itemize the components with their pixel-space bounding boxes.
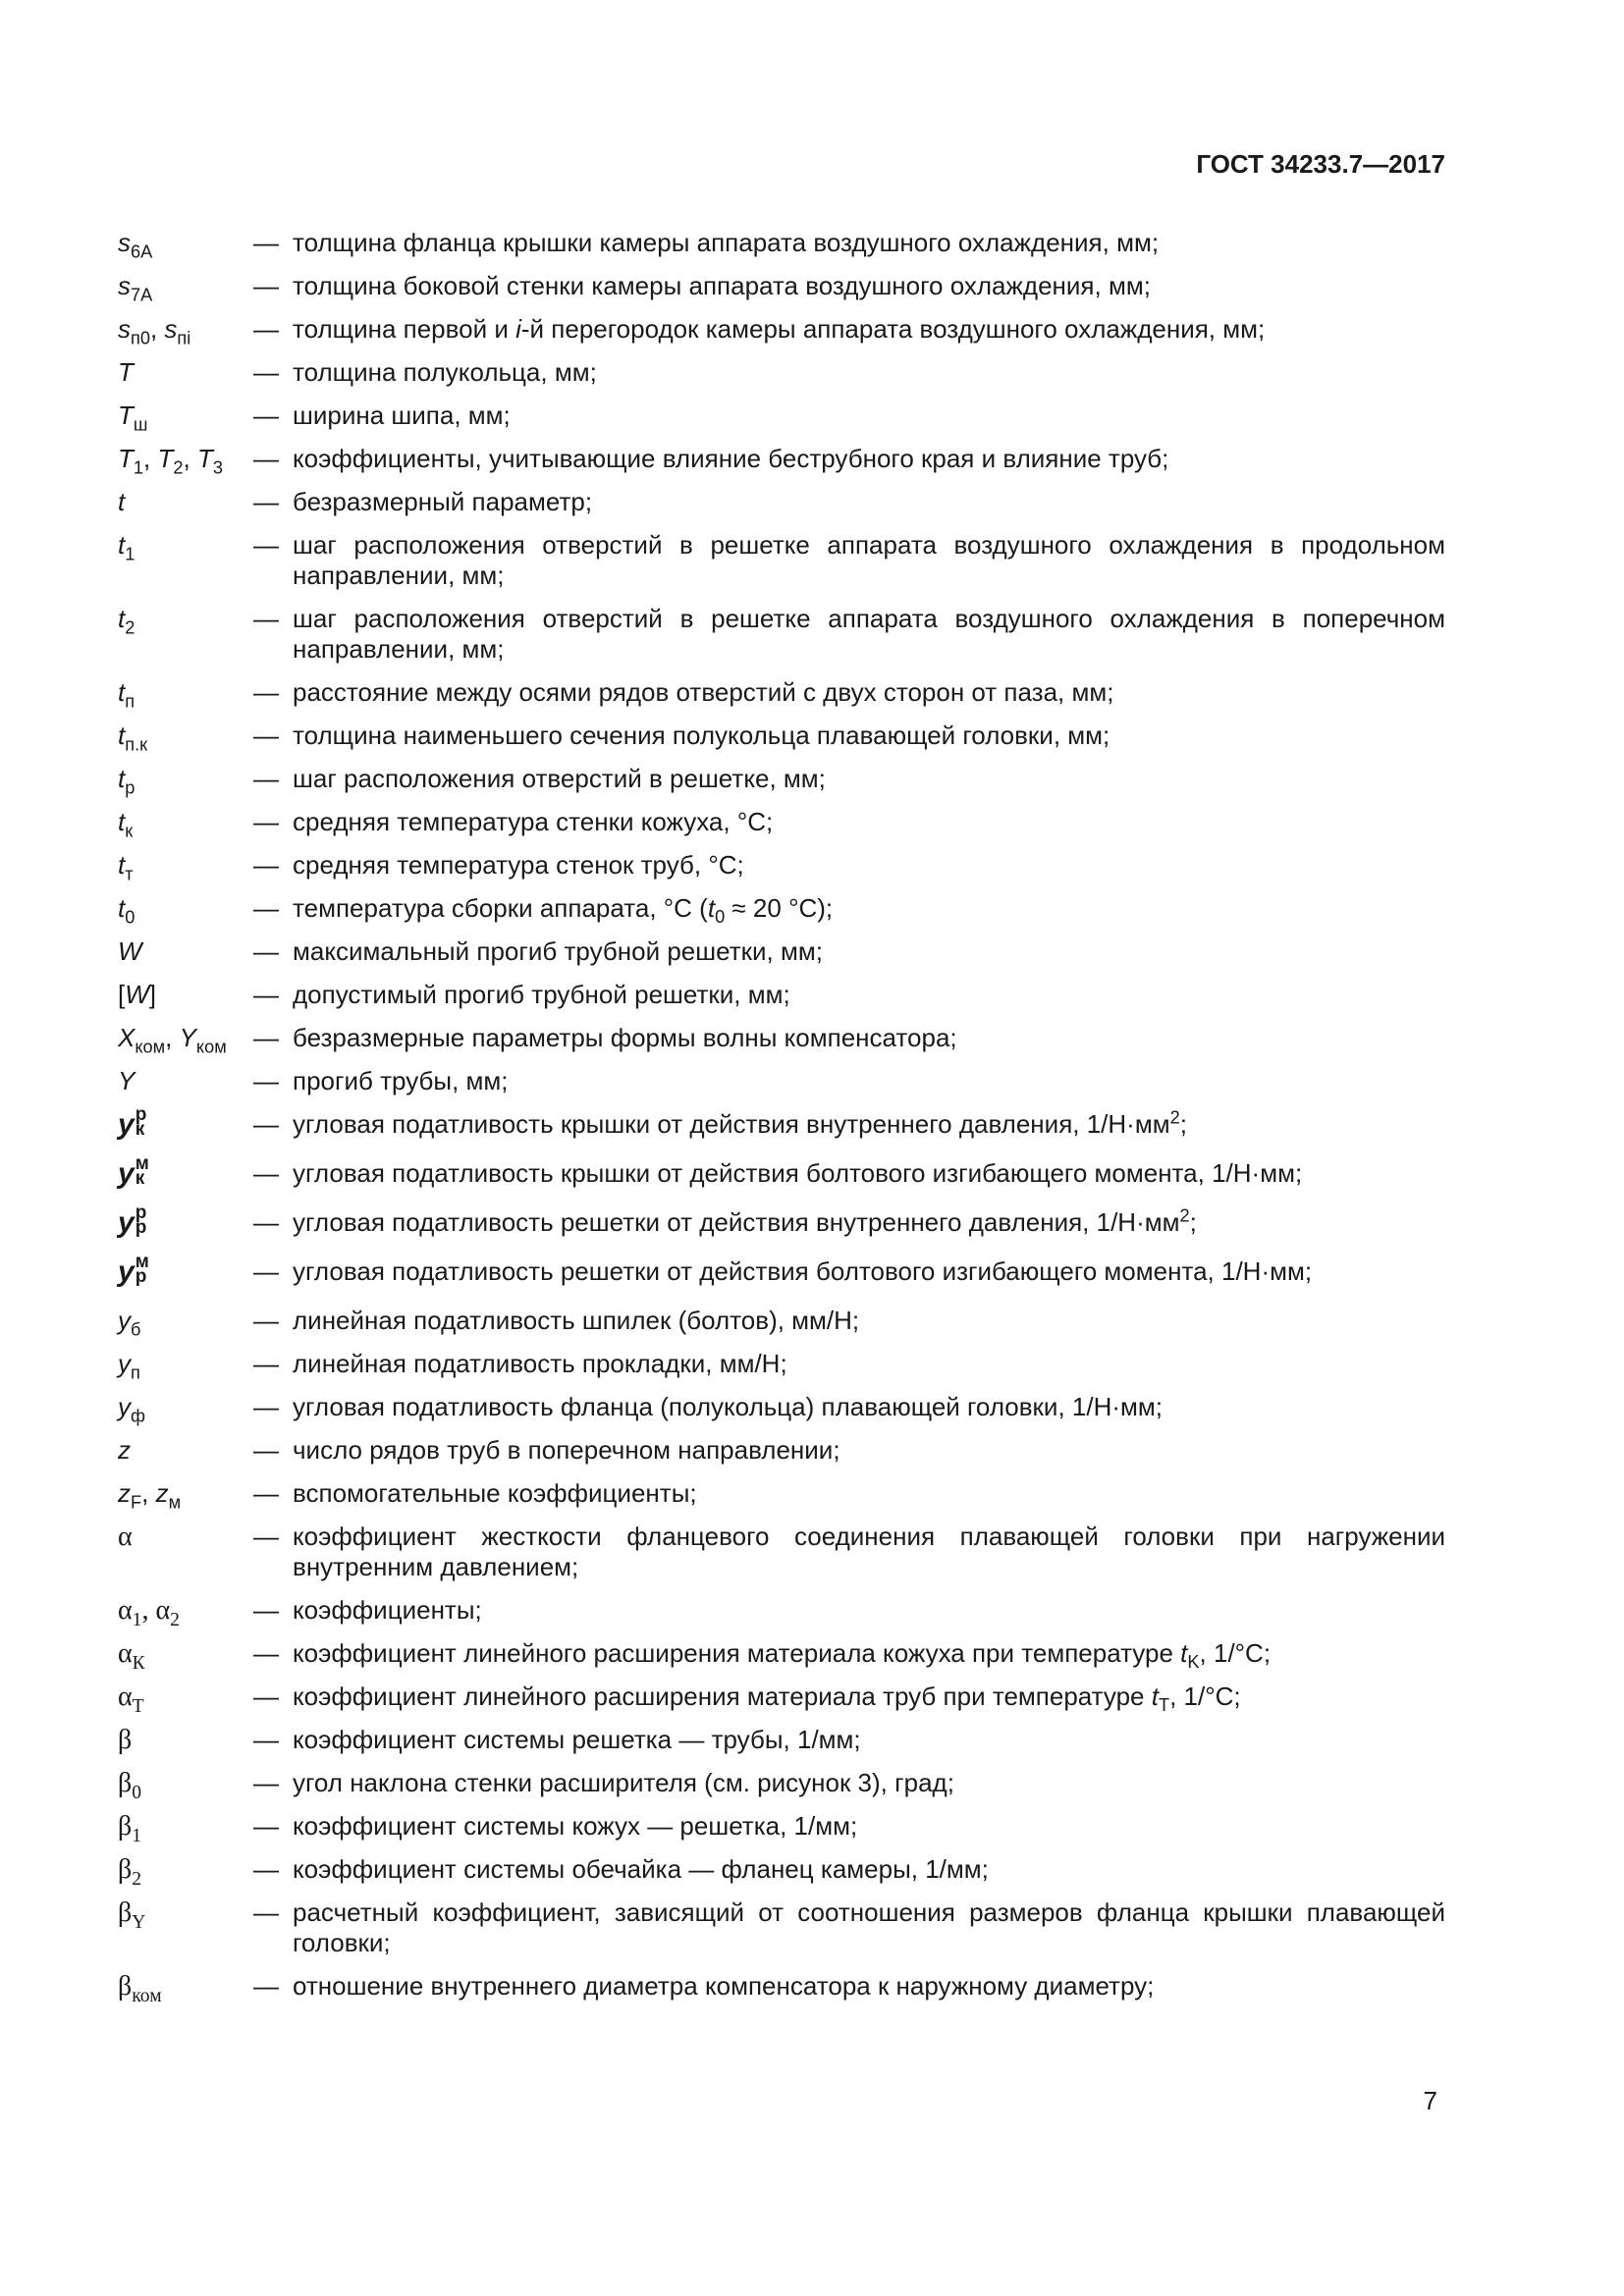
list-item [118,271,1445,305]
dash: — [253,1306,279,1336]
definition: расчетный коэффициент, зависящий от соотношения размеров фланца крышки плавающей головки; [293,1897,1445,1958]
definition: температура сборки аппарата, °С ($t_0 \approx 20$ °С); [293,893,834,928]
dash: — [253,271,279,300]
list-item [118,1104,1445,1141]
symbol: α [118,1522,133,1553]
definition: угловая податливость крышки от действия болтового изгибающего момента, 1/Н·мм; [293,1158,1303,1189]
dash: — [253,1392,279,1422]
symbol: $X_{ком}$, $Y_{ком}$ [118,1023,227,1057]
list-item [118,1725,1445,1755]
dash: — [253,1023,279,1052]
symbol: $t_т$ [118,850,134,884]
definition: толщина наименьшего сечения полукольца плавающей головки, мм; [293,721,1110,750]
definition: вспомогательные коэффициенты; [293,1478,697,1509]
dash: — [253,444,279,473]
list-item [118,487,1445,517]
list-item [118,807,1445,841]
definition: коэффициент линейного расширения материала труб при температуре $t_T$, 1/°С; [293,1682,1241,1716]
definition: ширина шипа, мм; [293,400,511,430]
dash: — [253,1971,279,2002]
definition: коэффициент системы обечайка — фланец камеры, 1/мм; [293,1854,989,1885]
list-item [118,530,1445,591]
definition: угловая податливость крышки от действия внутреннего давления, $1/Н\cdot мм^2$; [293,1107,1187,1139]
definition: толщина полукольца, мм; [293,357,597,387]
list-item [118,1971,1445,2007]
dash: — [253,1435,279,1466]
list-item [118,400,1445,435]
definition: шаг расположения отверстий в решетке аппарата воздушного охлаждения в продольном направлении, мм; [293,530,1445,590]
symbol: $t_1$ [118,530,135,564]
definition: расстояние между осями рядов отверстий с двух сторон от паза, мм; [293,677,1114,707]
symbol: T [118,357,134,387]
symbol: t [118,487,126,516]
symbol: $\alpha_К$ [118,1638,145,1675]
dash: — [253,1158,279,1189]
list-item [118,1023,1445,1057]
definition: толщина боковой стенки камеры аппарата воздушного охлаждения, мм; [293,271,1151,300]
list-item [118,1066,1445,1096]
list-item [118,357,1445,388]
list-item [118,1595,1445,1631]
list-item [118,1682,1445,1718]
dash: — [253,530,279,560]
dash: — [253,807,279,836]
symbol: $t_к$ [118,807,134,841]
dash: — [253,1066,279,1095]
definition: коэффициент линейного расширения материала кожуха при температуре $t_K$, 1/°С; [293,1638,1272,1673]
symbol: y р к [118,1104,147,1141]
dash: — [253,228,279,257]
symbol: [W] [118,980,157,1009]
dash: — [253,1682,279,1712]
dash: — [253,1638,279,1669]
definition: коэффициент системы кожух — решетка, 1/мм; [293,1811,858,1842]
symbol: $\alpha_1$, $\alpha_2$ [118,1595,180,1631]
dash: — [253,400,279,430]
dash: — [253,936,279,966]
symbol: β [118,1725,133,1756]
list-item [118,1153,1445,1191]
symbol: $\beta_{ком}$ [118,1971,162,2007]
list-item [118,1811,1445,1847]
symbol: $t_р$ [118,764,135,798]
list-item [118,604,1445,665]
dash: — [253,1256,279,1287]
list-item [118,1202,1445,1240]
list-item [118,1854,1445,1891]
dash: — [253,893,279,923]
dash: — [253,677,279,707]
list-item [118,721,1445,755]
dash: — [253,1109,279,1139]
symbol: $y_ф$ [118,1392,145,1426]
dash: — [253,1768,279,1798]
symbol-list [118,228,1445,2014]
list-item [118,228,1445,262]
list-item [118,1478,1445,1513]
symbol: $\beta_1$ [118,1811,142,1847]
dash: — [253,850,279,880]
definition: коэффициент жесткости фланцевого соединения плавающей головки при нагружении внутренним давлением; [293,1522,1445,1582]
definition: допустимый прогиб трубной решетки, мм; [293,980,790,1009]
definition: отношение внутреннего диаметра компенсатора к наружному диаметру; [293,1971,1155,2002]
page-number: 7 [1423,2086,1437,2115]
definition: шаг расположения отверстий в решетке, мм; [293,764,826,793]
definition: угол наклона стенки расширителя (см. рисунок 3), град; [293,1768,954,1798]
list-item [118,314,1445,348]
symbol: $t_п$ [118,677,135,712]
symbol: Y [118,1066,135,1095]
dash: — [253,1854,279,1885]
definition: коэффициенты; [293,1595,482,1626]
list-item [118,764,1445,798]
document-code: ГОСТ 34233.7—2017 [1196,149,1445,179]
definition: линейная податливость шпилек (болтов), мм/Н; [293,1306,860,1336]
symbol: y м р [118,1252,149,1289]
symbol: $s_{6A}$ [118,228,153,262]
list-item [118,1897,1445,1958]
symbol: $t_0$ [118,893,135,928]
dash: — [253,1595,279,1626]
symbol: $t_{п.к}$ [118,721,148,755]
list-item [118,1252,1445,1289]
dash: — [253,1349,279,1379]
symbol: $T_ш$ [118,400,148,435]
list-item [118,1392,1445,1426]
dash: — [253,357,279,387]
dash: — [253,1522,279,1552]
symbol: $\beta_0$ [118,1768,142,1804]
definition: коэффициент системы решетка — трубы, 1/мм; [293,1725,861,1755]
symbol: $s_{7A}$ [118,271,153,305]
list-item [118,444,1445,478]
dash: — [253,721,279,750]
definition: средняя температура стенок труб, °С; [293,850,744,880]
dash: — [253,1811,279,1842]
definition: безразмерные параметры формы волны компенсатора; [293,1023,957,1052]
definition: толщина фланца крышки камеры аппарата воздушного охлаждения, мм; [293,228,1160,257]
symbol: y р р [118,1202,147,1240]
definition: угловая податливость решетки от действия болтового изгибающего момента, 1/Н·мм; [293,1256,1313,1287]
symbol: $y_п$ [118,1349,140,1383]
list-item [118,850,1445,884]
dash: — [253,764,279,793]
symbol: $z_F$, $z_м$ [118,1478,182,1513]
list-item [118,980,1445,1010]
dash: — [253,1897,279,1928]
symbol: $s_{п0}$, $s_{пi}$ [118,314,191,348]
definition: средняя температура стенки кожуха, °С; [293,807,774,836]
symbol: y м к [118,1153,149,1191]
definition: шаг расположения отверстий в решетке аппарата воздушного охлаждения в поперечном направлении, мм; [293,604,1445,664]
list-item [118,677,1445,712]
dash: — [253,487,279,516]
definition: линейная податливость прокладки, мм/Н; [293,1349,787,1379]
list-item [118,1638,1445,1675]
dash: — [253,604,279,633]
symbol: $\alpha_Т$ [118,1682,144,1718]
list-item [118,1306,1445,1340]
symbol: $\beta_2$ [118,1854,142,1891]
definition: угловая податливость фланца (полукольца) плавающей головки, 1/Н·мм; [293,1392,1163,1422]
symbol: $T_1$, $T_2$, $T_3$ [118,444,223,478]
symbol: z [118,1435,131,1466]
list-item [118,1435,1445,1466]
definition: число рядов труб в поперечном направлении; [293,1435,840,1466]
symbol: W [118,936,142,966]
list-item [118,893,1445,928]
list-item [118,1768,1445,1804]
definition: толщина первой и i-й перегородок камеры аппарата воздушного охлаждения, мм; [293,314,1266,344]
dash: — [253,1207,279,1238]
definition: максимальный прогиб трубной решетки, мм; [293,936,823,966]
list-item [118,1349,1445,1383]
dash: — [253,1725,279,1755]
definition: коэффициенты, учитывающие влияние беструбного края и влияние труб; [293,444,1169,473]
symbol: $y_б$ [118,1306,141,1340]
definition: прогиб трубы, мм; [293,1066,509,1095]
list-item [118,1522,1445,1582]
definition: безразмерный параметр; [293,487,593,516]
symbol: $\beta_Y$ [118,1897,146,1934]
dash: — [253,1478,279,1509]
list-item [118,936,1445,967]
dash: — [253,980,279,1009]
dash: — [253,314,279,344]
definition: угловая податливость решетки от действия внутреннего давления, $1/Н\cdot мм^2$; [293,1205,1197,1238]
symbol: $t_2$ [118,604,135,638]
